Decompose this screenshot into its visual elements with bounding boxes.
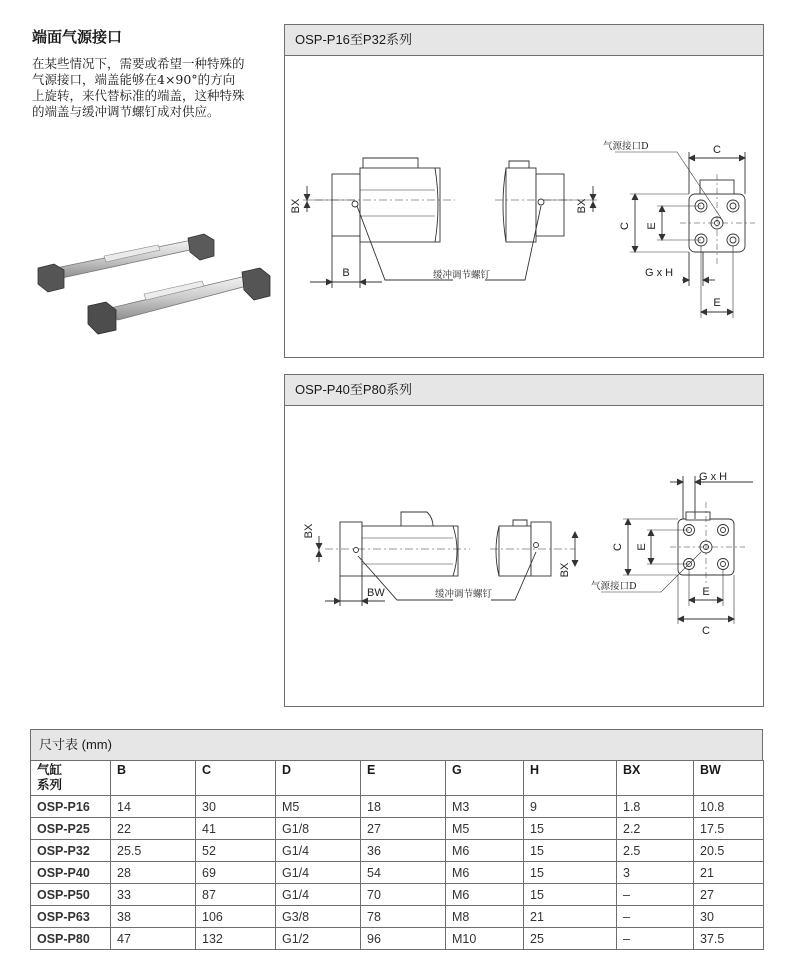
cell-bw: 27: [694, 884, 764, 906]
cell-bw: 37.5: [694, 928, 764, 950]
header-g: G: [446, 761, 524, 796]
cell-bx: 2.2: [617, 818, 694, 840]
table-row: [31, 862, 764, 884]
header-cylinder-series: 气缸 系列: [31, 761, 111, 796]
cell-series: OSP-P25: [31, 818, 111, 840]
dim-label-bx-left: BX: [290, 198, 302, 214]
cell-d: G1/4: [276, 840, 361, 862]
dimension-table-section: [30, 729, 763, 950]
header-c: C: [196, 761, 276, 796]
table-row: [31, 840, 764, 862]
panel-osp-p40-p80: [284, 374, 764, 707]
table-row: [31, 906, 764, 928]
cell-bw: 17.5: [694, 818, 764, 840]
dim-label-bx-right: BX: [576, 198, 588, 214]
cell-bw: 21: [694, 862, 764, 884]
cell-bw: 10.8: [694, 796, 764, 818]
cell-e: 54: [361, 862, 446, 884]
cell-series: OSP-P40: [31, 862, 111, 884]
cell-c: 52: [196, 840, 276, 862]
cell-e: 96: [361, 928, 446, 950]
dim-label-gxh: G x H: [699, 471, 728, 483]
table-header-row: [31, 761, 764, 796]
cell-c: 132: [196, 928, 276, 950]
cell-b: 47: [111, 928, 196, 950]
cell-bw: 20.5: [694, 840, 764, 862]
cell-b: 22: [111, 818, 196, 840]
cell-bx: –: [617, 928, 694, 950]
cell-g: M8: [446, 906, 524, 928]
cell-bw: 30: [694, 906, 764, 928]
cell-b: 38: [111, 906, 196, 928]
cell-h: 15: [524, 884, 617, 906]
cell-g: M5: [446, 818, 524, 840]
cell-d: M5: [276, 796, 361, 818]
cell-d: G3/8: [276, 906, 361, 928]
cell-e: 36: [361, 840, 446, 862]
dim-label-e-bottom: E: [713, 297, 721, 309]
cell-h: 15: [524, 862, 617, 884]
cell-series: OSP-P80: [31, 928, 111, 950]
table-title: 尺寸表 (mm): [30, 729, 763, 760]
cell-series: OSP-P16: [31, 796, 111, 818]
cell-e: 18: [361, 796, 446, 818]
dim-label-e-side: E: [646, 222, 658, 230]
cell-e: 27: [361, 818, 446, 840]
header-bx: BX: [617, 761, 694, 796]
cell-g: M6: [446, 862, 524, 884]
cell-e: 78: [361, 906, 446, 928]
port-label: 气源接口D: [591, 581, 637, 592]
cell-c: 106: [196, 906, 276, 928]
cell-series: OSP-P32: [31, 840, 111, 862]
header-b: B: [111, 761, 196, 796]
dim-label-c-side: C: [612, 543, 624, 551]
table-row: [31, 884, 764, 906]
cell-b: 33: [111, 884, 196, 906]
product-image: [32, 222, 272, 342]
technical-drawing-p40-p80: [285, 406, 763, 706]
panel-title: OSP-P40至P80系列: [285, 375, 763, 406]
cell-g: M6: [446, 884, 524, 906]
header-h: H: [524, 761, 617, 796]
cell-g: M10: [446, 928, 524, 950]
cell-bx: –: [617, 884, 694, 906]
cell-h: 15: [524, 818, 617, 840]
header-bw: BW: [694, 761, 764, 796]
cell-h: 25: [524, 928, 617, 950]
cell-c: 41: [196, 818, 276, 840]
dim-label-c-bottom: C: [702, 625, 710, 637]
table-row: [31, 796, 764, 818]
cell-h: 9: [524, 796, 617, 818]
port-label: 气源接口D: [603, 141, 649, 152]
dim-label-c-top: C: [713, 144, 721, 156]
header-e: E: [361, 761, 446, 796]
dim-label-e-bottom: E: [702, 586, 710, 598]
cell-bx: 1.8: [617, 796, 694, 818]
cell-b: 28: [111, 862, 196, 884]
dim-label-b: B: [342, 267, 350, 279]
cell-b: 14: [111, 796, 196, 818]
cell-bx: –: [617, 906, 694, 928]
header-d: D: [276, 761, 361, 796]
cell-c: 87: [196, 884, 276, 906]
description-text: 在某些情况下，需要或希望一种特殊的气源接口，端盖能够在4×90°的方向上旋转，来代替标准的端盖，这种特殊的端盖与缓冲调节螺钉成对供应。: [32, 56, 245, 119]
cell-c: 69: [196, 862, 276, 884]
cell-c: 30: [196, 796, 276, 818]
cell-d: G1/4: [276, 862, 361, 884]
cell-g: M3: [446, 796, 524, 818]
cell-series: OSP-P63: [31, 906, 111, 928]
technical-drawing-p16-p32: [285, 56, 763, 356]
dimension-table: [30, 760, 764, 950]
cell-d: G1/2: [276, 928, 361, 950]
cell-bx: 2.5: [617, 840, 694, 862]
dim-label-gxh: G x H: [645, 267, 674, 279]
panel-osp-p16-p32: [284, 24, 764, 358]
dim-label-e-side: E: [636, 543, 648, 551]
dim-label-c-side: C: [619, 222, 631, 230]
cell-b: 25.5: [111, 840, 196, 862]
cell-h: 21: [524, 906, 617, 928]
cell-d: G1/4: [276, 884, 361, 906]
table-row: [31, 818, 764, 840]
cell-series: OSP-P50: [31, 884, 111, 906]
dim-label-bw: BW: [367, 587, 385, 599]
screw-label: 缓冲调节螺钉: [435, 589, 493, 600]
screw-label: 缓冲调节螺钉: [433, 270, 491, 281]
cell-e: 70: [361, 884, 446, 906]
dim-label-bx-right: BX: [559, 562, 571, 578]
cell-bx: 3: [617, 862, 694, 884]
cell-g: M6: [446, 840, 524, 862]
dim-label-bx-left: BX: [303, 523, 315, 539]
cell-h: 15: [524, 840, 617, 862]
cell-d: G1/8: [276, 818, 361, 840]
section-title: 端面气源接口: [32, 28, 123, 46]
table-row: [31, 928, 764, 950]
panel-title: OSP-P16至P32系列: [285, 25, 763, 56]
